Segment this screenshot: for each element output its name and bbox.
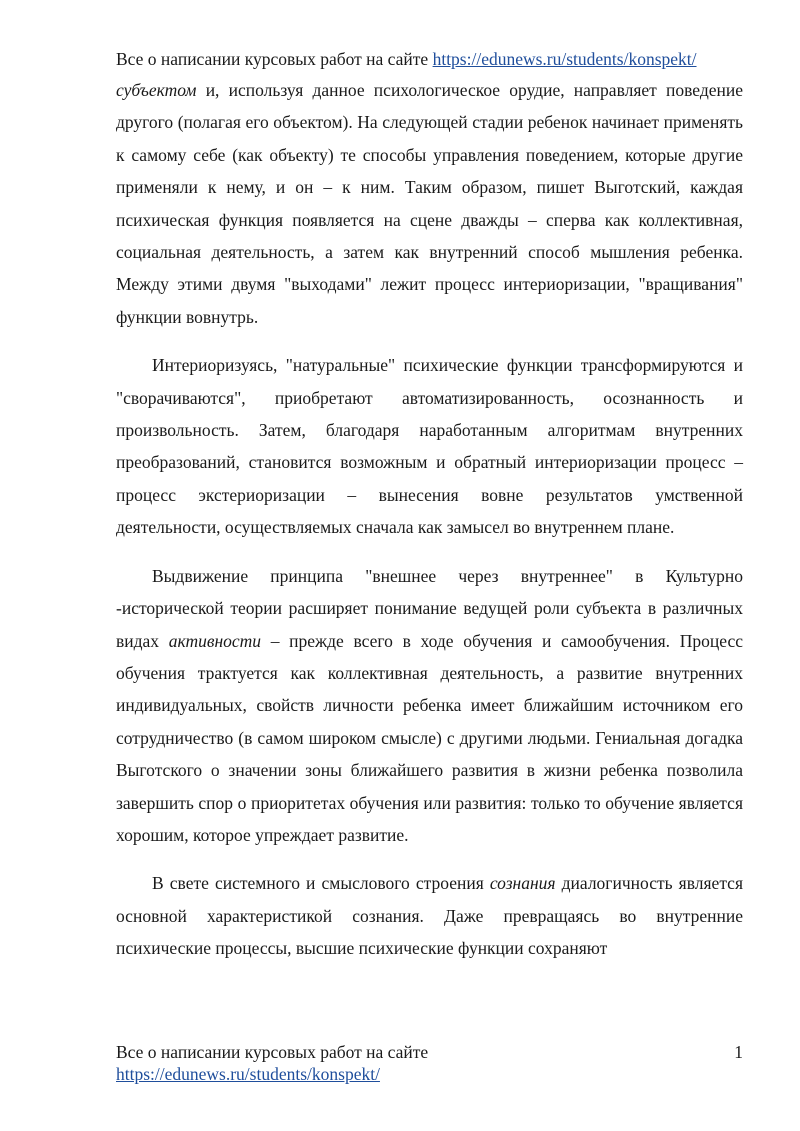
footer-text: Все о написании курсовых работ на сайте bbox=[116, 1042, 429, 1062]
emphasis-activity: активности bbox=[168, 630, 262, 651]
paragraph-2-text: Интериоризуясь, "натуральные" психические функции трансформируются и "сворачиваются", приобретают автоматизированность, осознанность и произвольность. Затем, благодаря наработанным алгоритмам внутренних преобразований, становится возможным и обратный интериоризации процесс – процесс экстериоризации – вынесения вовне результатов умственной деятельности, осуществляемых сначала как замысел во внутреннем плане. bbox=[116, 355, 743, 538]
emphasis-consciousness: сознания bbox=[489, 873, 556, 894]
paragraph-1 bbox=[116, 74, 743, 333]
paragraph-4-text-b: диалогичность является основной характеристикой сознания. Даже превращаясь во внутренние психические процессы, высшие психические функции сохраняют bbox=[116, 873, 743, 959]
page-header bbox=[116, 48, 743, 70]
paragraph-2 bbox=[116, 349, 743, 543]
emphasis-subject: субъектом bbox=[116, 80, 197, 100]
footer-link[interactable]: https://edunews.ru/students/konspekt/ bbox=[116, 1064, 380, 1084]
paragraph-4 bbox=[116, 867, 743, 964]
paragraph-3-text-b: – прежде всего в ходе обучения и самообучения. Процесс обучения трактуется как коллективная деятельность, а развитие внутренних индивидуальных, свойств личности ребенка имеет ближайшим источником его сотрудничество (в самом широком смысле) с другими людьми. Гениальная догадка Выготского о значении зоны ближайшего развития в жизни ребенка позволила завершить спор о приоритетах обучения или развития: только то обучение является хорошим, которое упреждает развитие. bbox=[116, 630, 743, 845]
header-link[interactable]: https://edunews.ru/students/konspekt/ bbox=[432, 49, 697, 69]
document-body bbox=[116, 74, 743, 965]
paragraph-3-text-a: Выдвижение принципа "внешнее через внутреннее" в Культурно -исторической теории расширяет понимание ведущей роли субъекта в различных видах bbox=[116, 565, 743, 651]
page-footer bbox=[116, 1041, 743, 1085]
paragraph-1-text: и, используя данное психологическое орудие, направляет поведение другого (полагая его объектом). На следующей стадии ребенок начинает применять к самому себе (как объекту) те способы управления поведением, которые другие применяли к нему, и он – к ним. Таким образом, пишет Выготский, каждая психическая функция появляется на сцене дважды – сперва как коллективная, социальная деятельность, а затем как внутренний способ мышления ребенка. Между этими двумя "выходами" лежит процесс интериоризации, "вращивания" функции вовнутрь. bbox=[116, 80, 743, 327]
header-text: Все о написании курсовых работ на сайте bbox=[116, 49, 433, 69]
paragraph-3 bbox=[116, 560, 743, 852]
page-number: 1 bbox=[734, 1042, 743, 1062]
paragraph-4-text-a: В свете системного и смыслового строения bbox=[152, 873, 490, 894]
